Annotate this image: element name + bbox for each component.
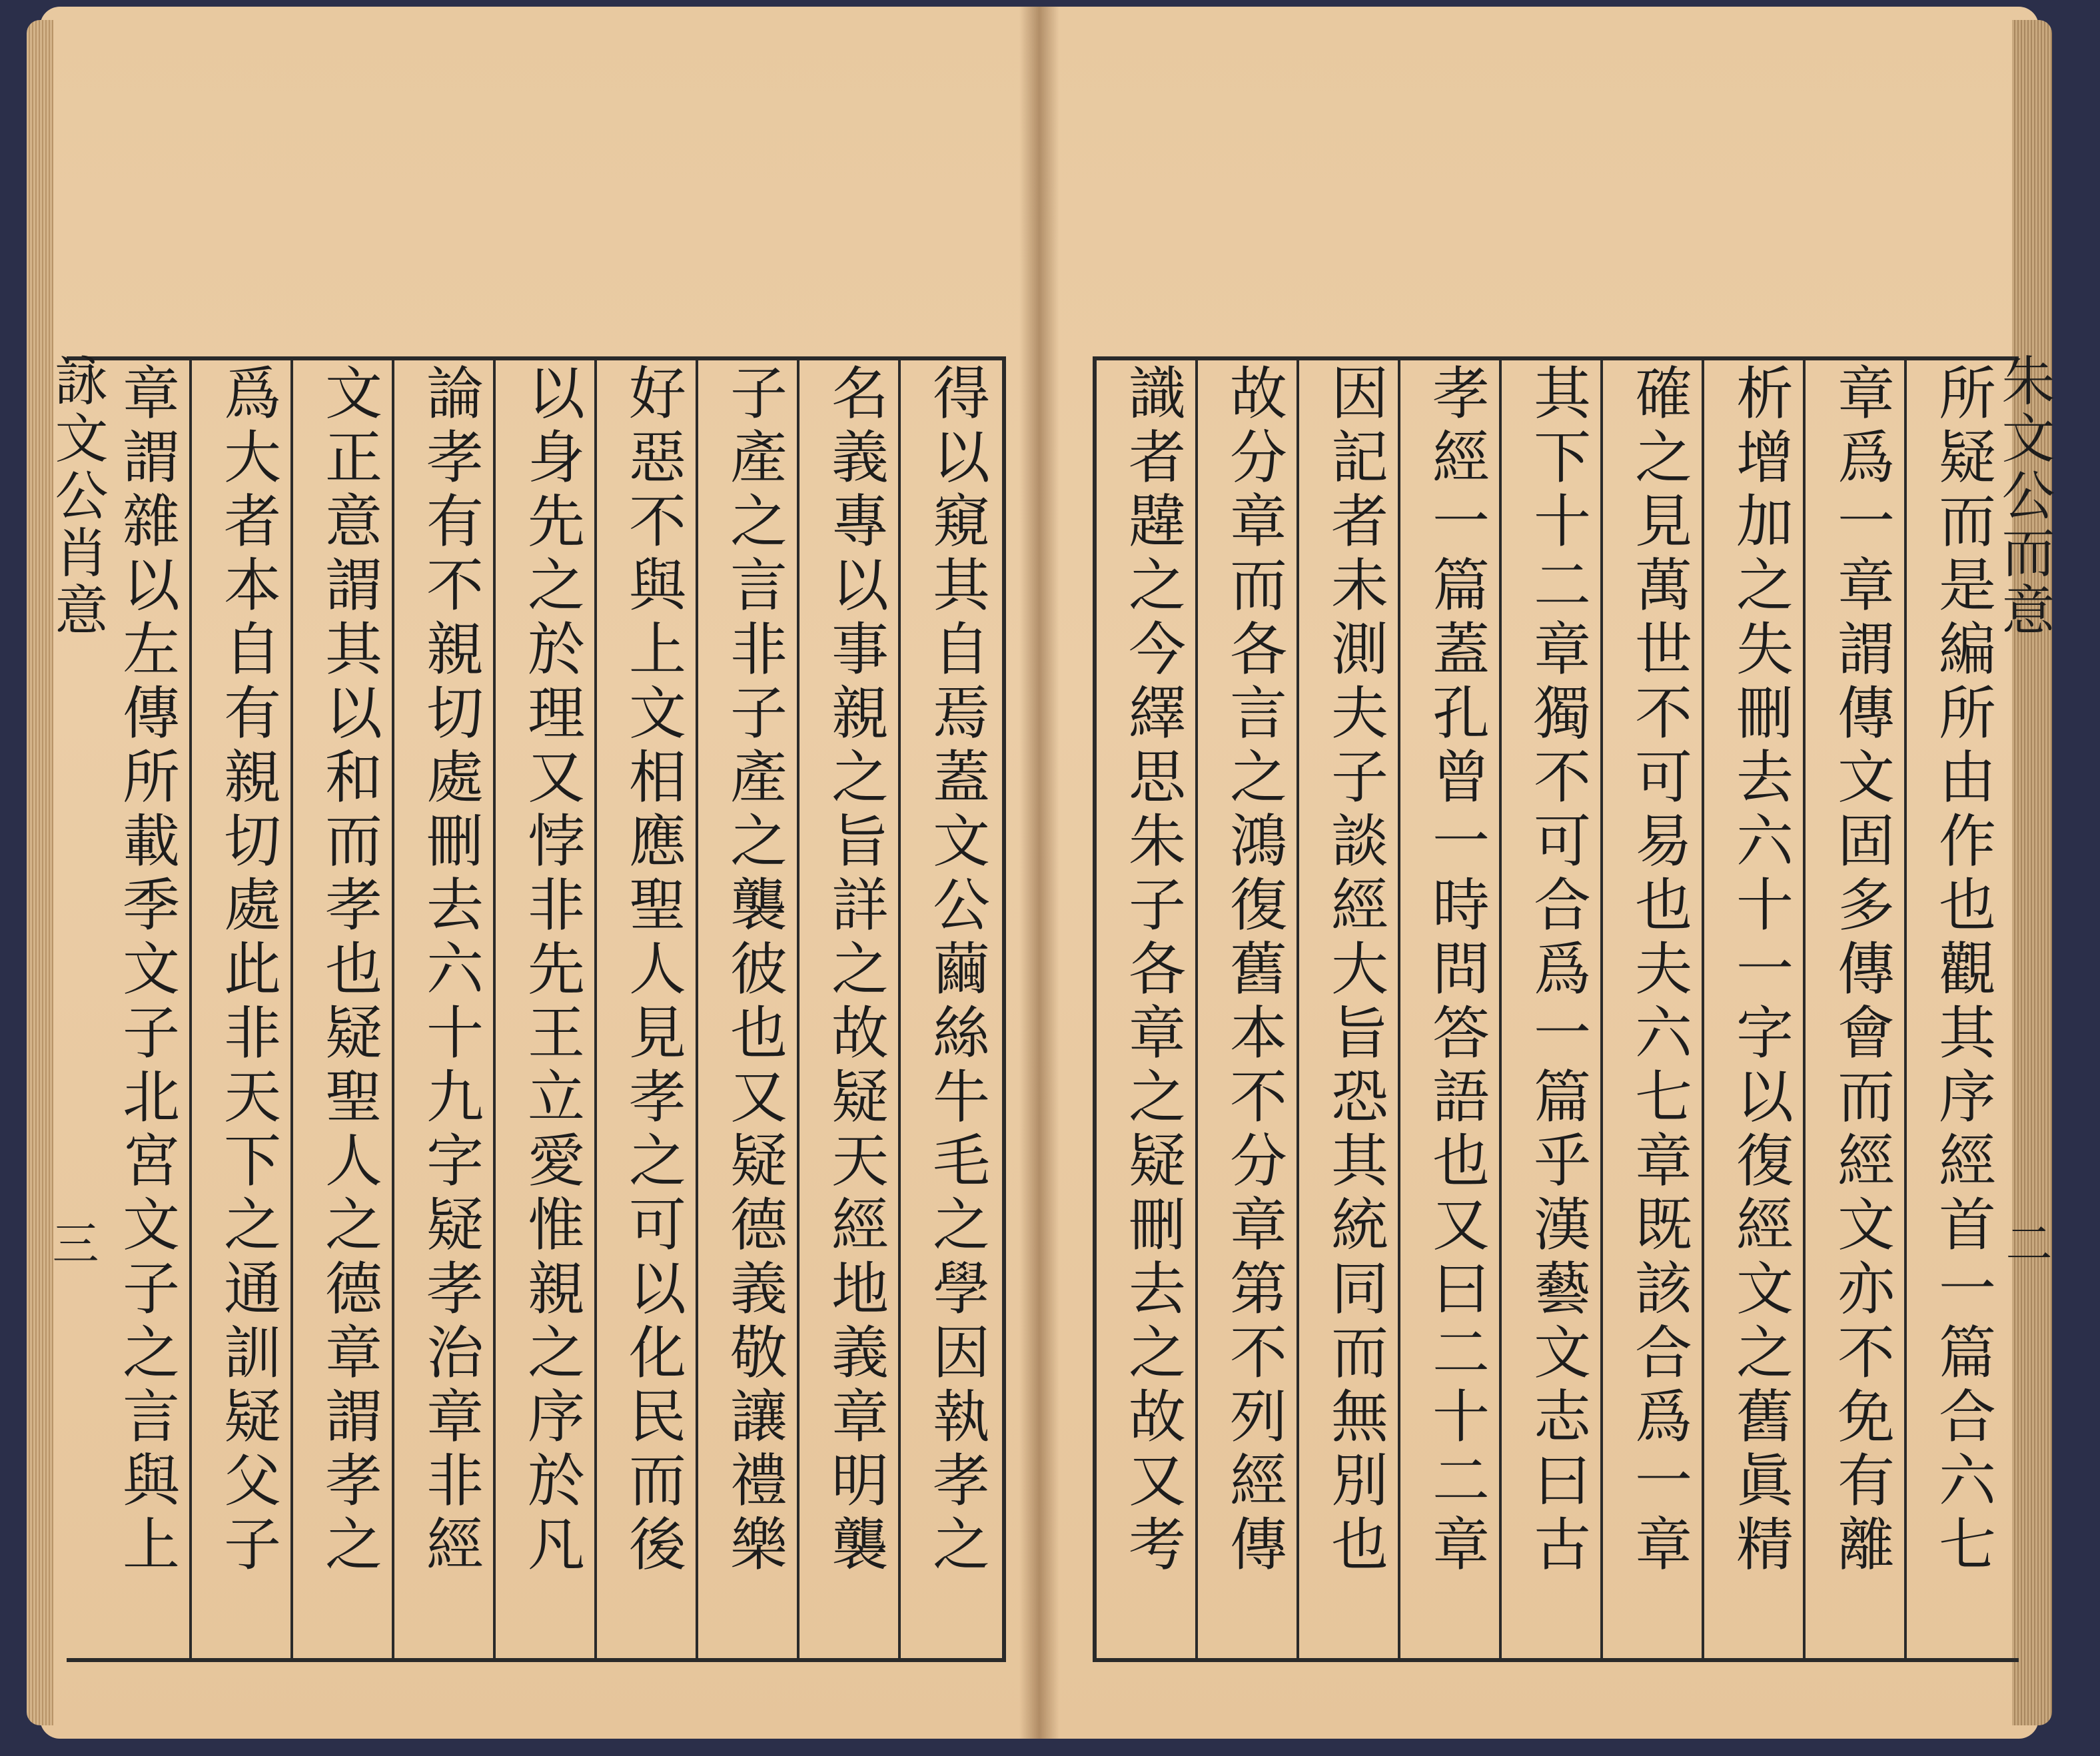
left-column-7: 文正意謂其以和而孝也疑聖人之德章謂孝之 [315, 363, 382, 1578]
left-column-8: 爲大者本自有親切處此非天下之通訓疑父子 [214, 363, 280, 1578]
right-column-6: 孝經一篇蓋孔曾一時問答語也又曰二十二章 [1422, 363, 1489, 1578]
right-column-9: 識者韙之今繹思朱子各章之疑刪去之故又考 [1119, 363, 1185, 1578]
right-column-7: 因記者未測夫子談經大旨恐其統同而無別也 [1321, 363, 1388, 1578]
left-column-2: 名義專以事親之旨詳之故疑天經地義章明襲 [821, 363, 888, 1578]
left-page-edges [27, 20, 53, 1725]
right-column-1: 所疑而是編所由作也觀其序經首一篇合六七 [1929, 363, 1995, 1578]
left-folio: 三 [45, 1219, 99, 1266]
right-column-4: 確之見萬世不可易也夫六七章既該合爲一章 [1625, 363, 1692, 1578]
right-margin-title: 朱文公而意 [1993, 353, 2055, 640]
right-column-8: 故分章而各言之鴻復舊本不分章第不列經傳 [1220, 363, 1287, 1578]
right-column-3: 析增加之失刪去六十一字以復經文之舊眞精 [1726, 363, 1793, 1578]
left-column-1: 得以窺其自焉蓋文公繭絲牛毛之學因執孝之 [923, 363, 989, 1578]
left-column-9: 章謂雜以左傳所載季文子北宮文子之言與上 [113, 363, 179, 1578]
left-column-4: 好惡不與上文相應聖人見孝之可以化民而後 [619, 363, 686, 1578]
left-column-6: 論孝有不親切處刪去六十九字疑孝治章非經 [416, 363, 483, 1578]
left-column-3: 子產之言非子產之襲彼也又疑德義敬讓禮樂 [720, 363, 787, 1578]
open-book [27, 7, 2055, 1739]
left-column-5: 以身先之於理又悖非先王立愛惟親之序於凡 [518, 363, 584, 1578]
left-margin-title: 詠文公肖意 [46, 353, 108, 640]
right-column-5: 其下十二章獨不可合爲一篇乎漢藝文志曰古 [1524, 363, 1590, 1578]
right-folio: 二 [1998, 1219, 2053, 1266]
book-gutter [1019, 7, 1059, 1739]
right-column-2: 章爲一章謂傳文固多傳會而經文亦不免有離 [1828, 363, 1894, 1578]
